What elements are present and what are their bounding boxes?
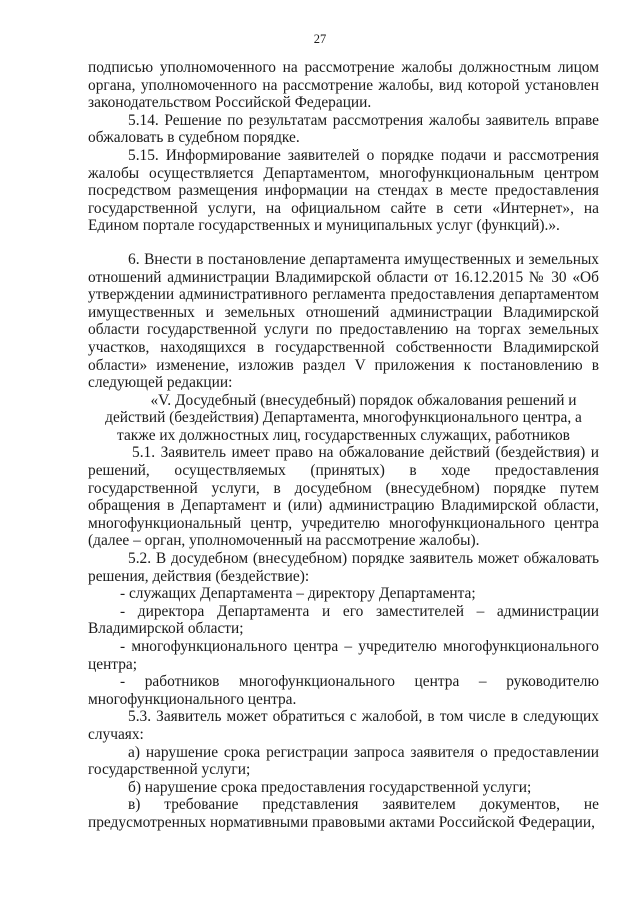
list-item-letter: б) нарушение срока предоставления государственной услуги; — [128, 778, 532, 796]
paragraph-signature-clause: подписью уполномоченного на рассмотрение жалобы должностным лицом органа, уполномоченного на рассмотрение жалобы, вид которой установлен законодательством Российской Федерации. — [88, 59, 599, 112]
list-item-letter: а) нарушение срока регистрации запроса заявителя о предоставлении государственной услуги; — [88, 743, 599, 779]
list-item-dash: - работников многофункционального центра – руководителю многофункционального центра. — [88, 673, 599, 708]
page-number: 27 — [313, 32, 327, 46]
paragraph-item-6: 6. Внести в постановление департамента имущественных и земельных отношений администрации Владимирской области от 16.12.2015 № 30 «Об утверждении административного регламента предоставления департаментом имущественных и земельных отношений администрации Владимирской области государственной услуги по предоставлению на торгах земельных участков, находящихся в государственной собственности Владимирской области» изменение, изложив раздел V приложения к постановлению в следующей редакции: — [88, 250, 599, 392]
paragraph-5-14: 5.14. Решение по результатам рассмотрения жалобы заявитель вправе обжаловать в судебном порядке. — [88, 111, 599, 147]
document-body — [88, 59, 599, 832]
paragraph-5-3: 5.3. Заявитель может обратиться с жалобой, в том числе в следующих случаях: — [88, 708, 599, 743]
section-v-heading: «V. Досудебный (внесудебный) порядок обжалования решений и действий (бездействия) Департамента, многофункционального центра, а также их должностных лиц, государственных служащих, работников — [105, 391, 582, 444]
paragraph-5-1: 5.1. Заявитель имеет право на обжалование действий (бездействия) и решений, осуществляемых (принятых) в ходе предоставления государственной услуги, в досудебном (внесудебном) порядке путем обращения в Департамент и (или) администрацию Владимирской области, многофункциональный центр, учредителю многофункционального центра (далее – орган, уполномоченный на рассмотрение жалобы). — [88, 444, 599, 550]
list-item-dash: - многофункционального центра – учредителю многофункционального центра; — [88, 638, 599, 673]
list-item-dash: - директора Департамента и его заместителей – администрации Владимирской области; — [88, 602, 599, 638]
list-item-dash: - служащих Департамента – директору Департамента; — [120, 585, 476, 603]
list-item-letter: в) требование представления заявителем документов, не предусмотренных нормативными правовыми актами Российской Федерации, — [88, 796, 599, 831]
paragraph-5-2: 5.2. В досудебном (внесудебном) порядке заявитель может обжаловать решения, действия (бездействие): — [88, 550, 599, 585]
paragraph-5-15: 5.15. Информирование заявителей о порядке подачи и рассмотрения жалобы осуществляется Департаментом, многофункциональным центром посредством размещения информации на стендах в месте предоставления государственной услуги, на официальном сайте в сети «Интернет», на Едином портале государственных и муниципальных услуг (функций).». — [88, 146, 599, 235]
